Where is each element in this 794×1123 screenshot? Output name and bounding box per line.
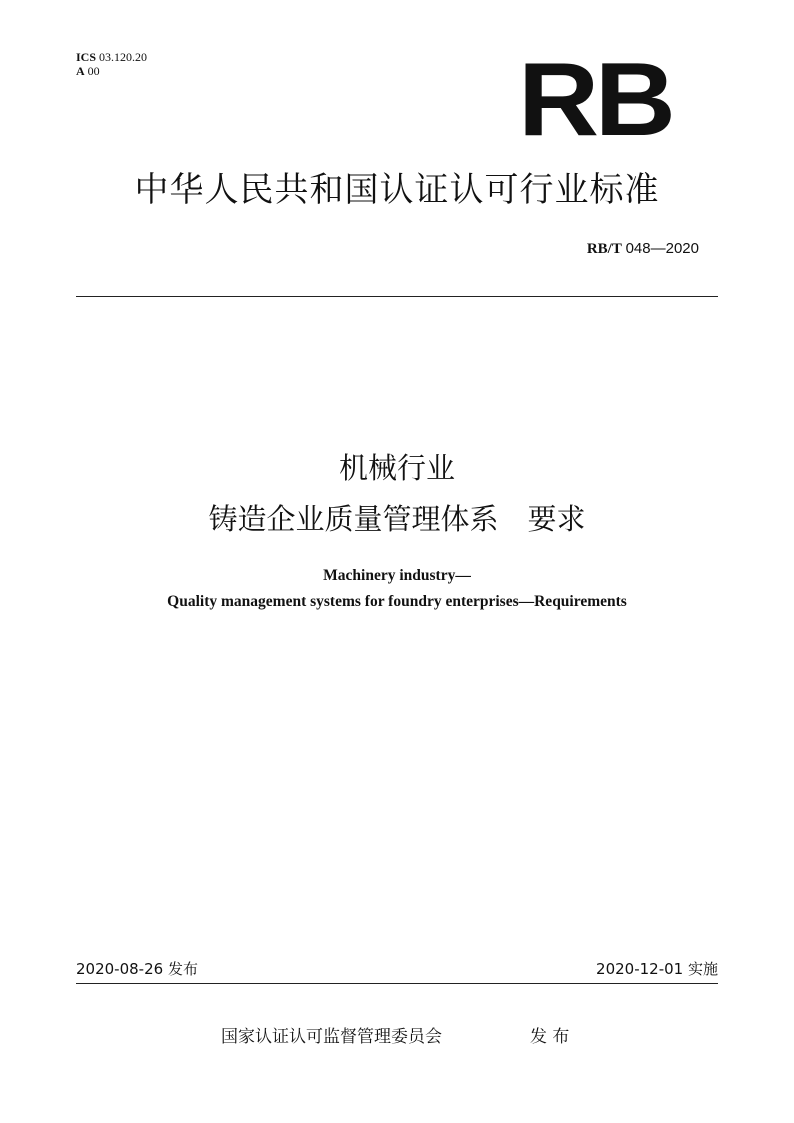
ccs-label: A	[76, 64, 85, 78]
cn-title-line2: 铸造企业质量管理体系 要求	[208, 502, 586, 536]
en-title-line1: Machinery industry—	[323, 567, 471, 584]
issue-label: 发 布	[530, 1027, 570, 1047]
rb-logo: RB	[518, 42, 672, 158]
effective-date: 2020-12-01 实施	[596, 960, 718, 978]
standard-number	[587, 240, 699, 258]
standard-number-prefix: RB/T	[586, 241, 622, 257]
cn-title-line1: 机械行业	[338, 451, 455, 485]
footer-divider	[76, 983, 718, 984]
ccs-line	[76, 64, 147, 78]
ics-line	[76, 50, 147, 64]
ics-label: ICS	[76, 50, 97, 64]
ics-value: 03.120.20	[99, 50, 148, 64]
ccs-value: 00	[87, 64, 100, 78]
header-divider	[76, 296, 718, 297]
en-title-line2: Quality management systems for foundry enterprises—Requirements	[167, 593, 627, 610]
ics-classification	[76, 50, 147, 78]
standard-category-title: 中华人民共和国认证认可行业标准	[134, 170, 660, 210]
publish-date: 2020-08-26 发布	[76, 960, 198, 978]
issuer-name: 国家认证认可监督管理委员会	[221, 1027, 442, 1047]
standard-number-value: 048—2020	[625, 240, 699, 257]
